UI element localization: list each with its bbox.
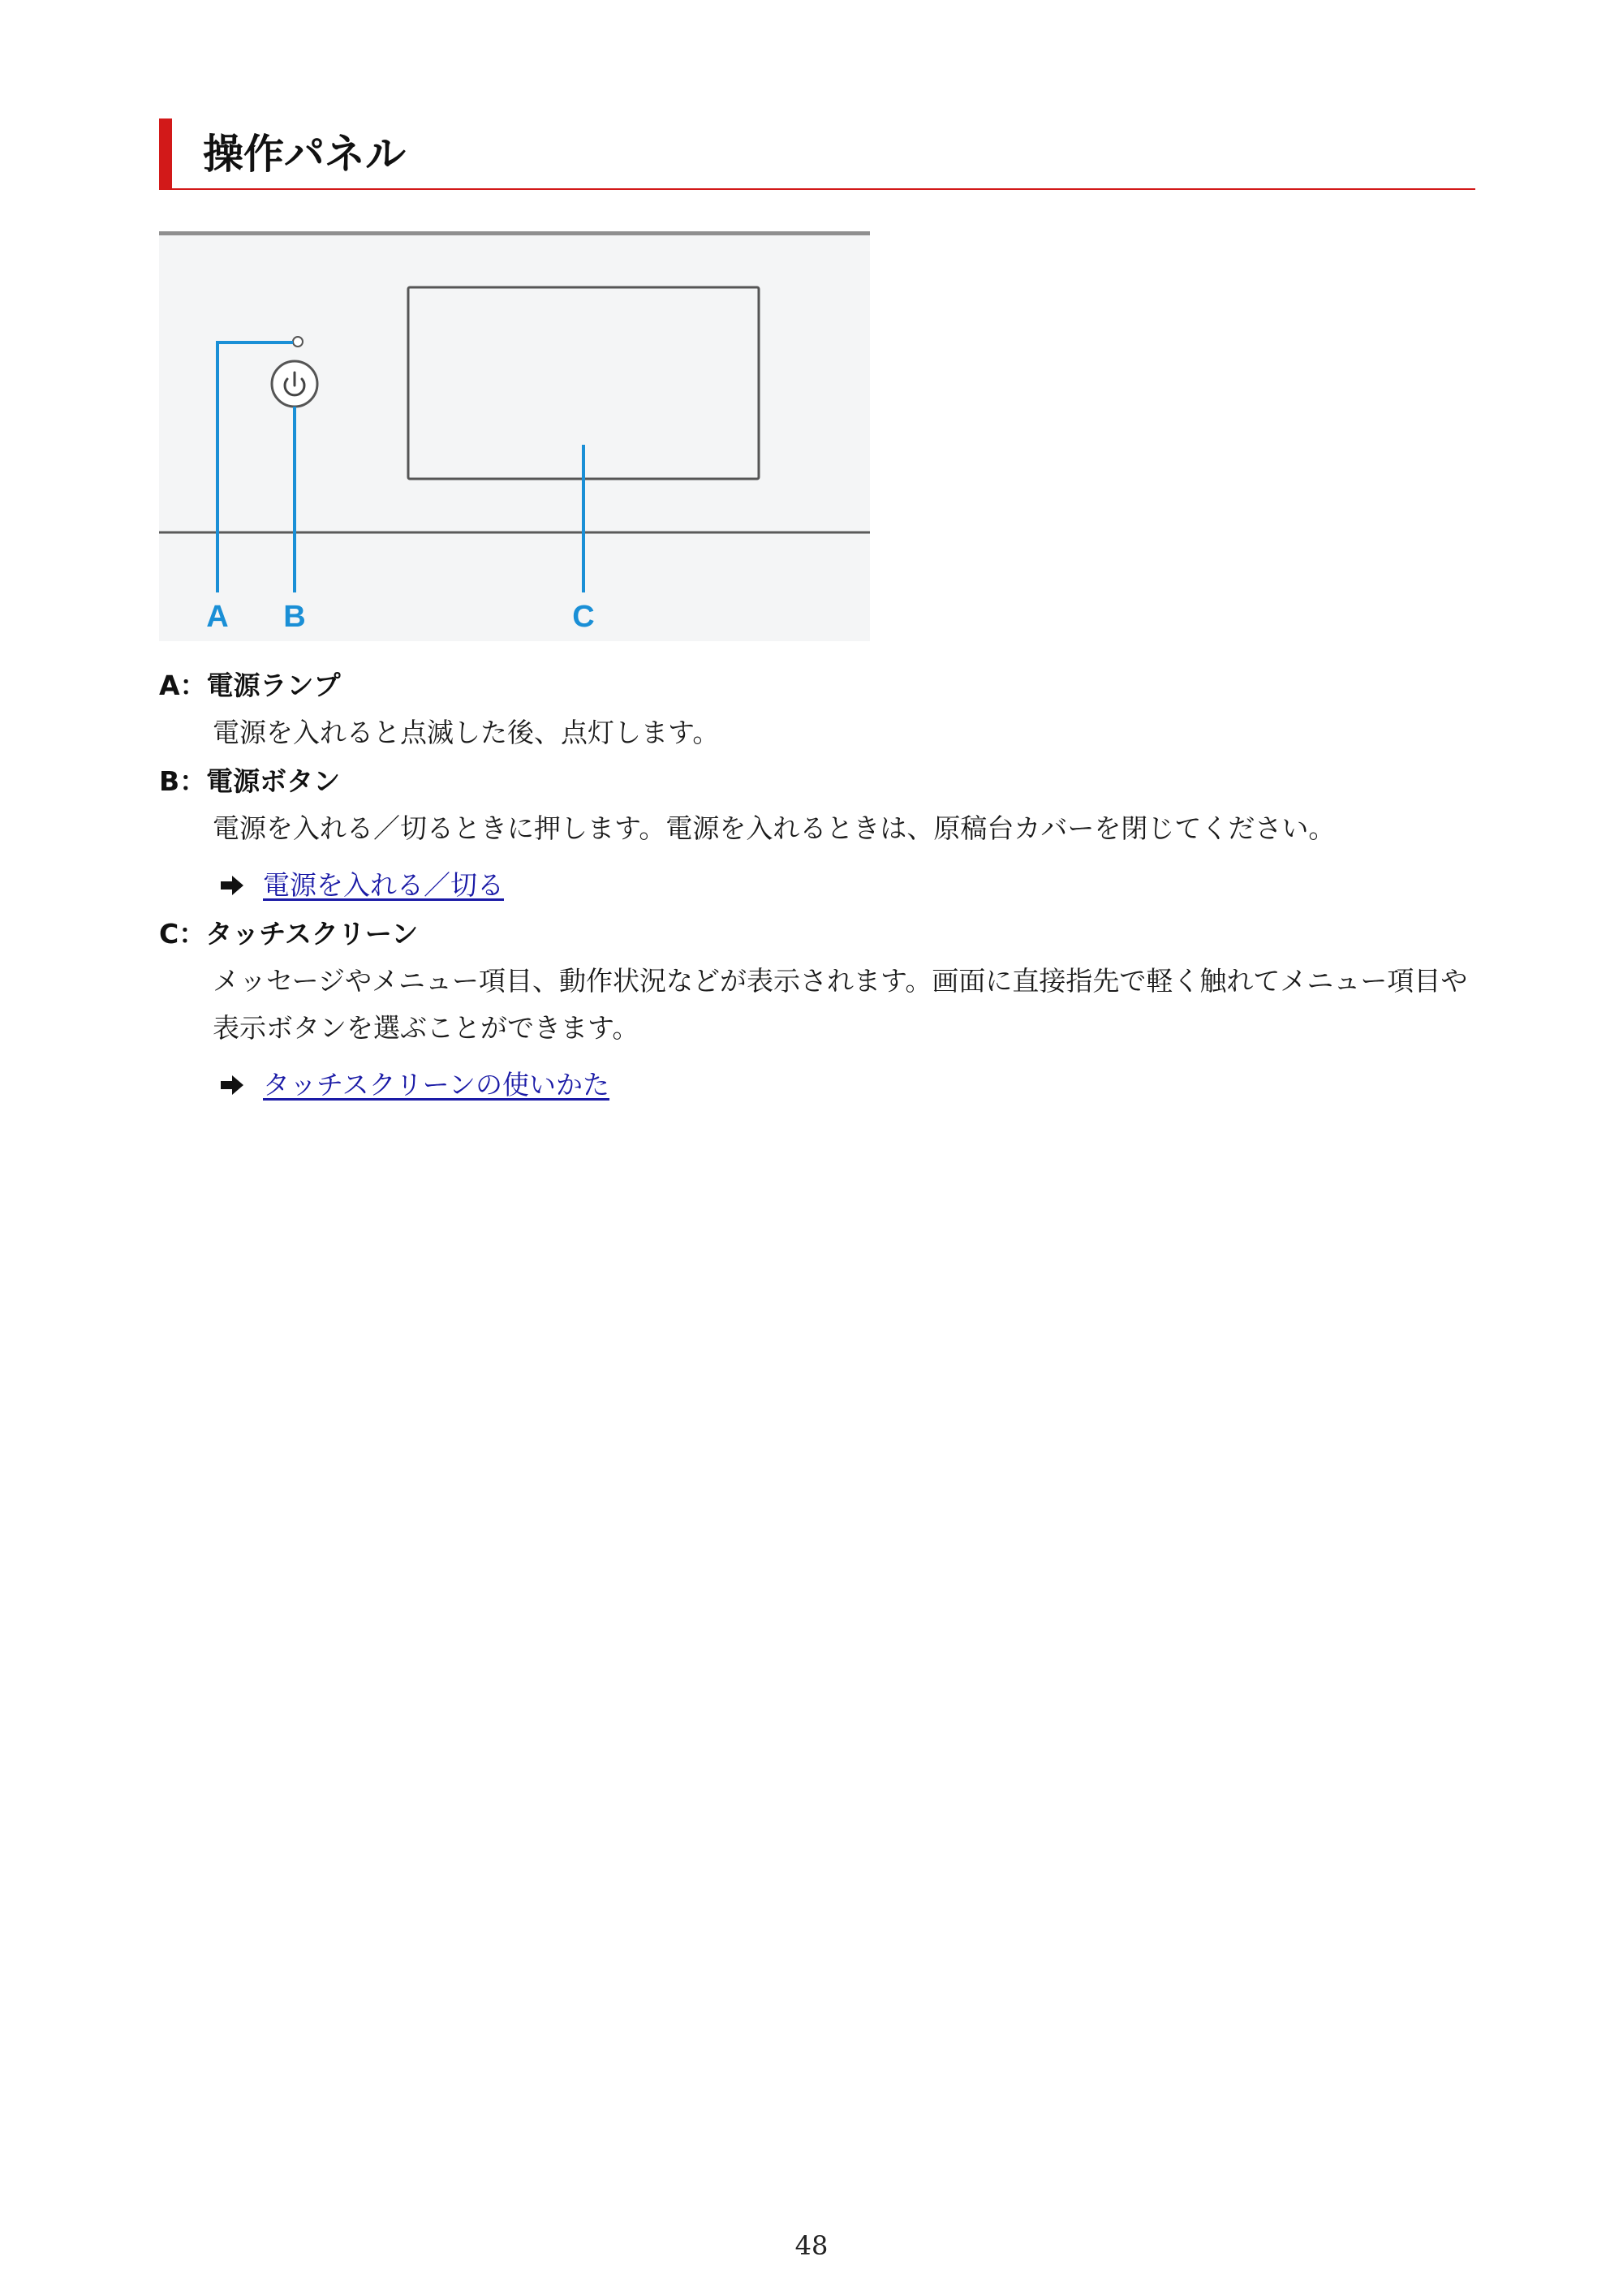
arrow-right-icon: [221, 876, 243, 895]
item-description: メッセージやメニュー項目、動作状況などが表示されます。画面に直接指先で軽く触れてメニュー項目や表示ボタンを選ぶことができます。: [213, 965, 1468, 1044]
item-power-button: [159, 761, 1490, 906]
item-description: 電源を入れると点滅した後、点灯します。: [213, 717, 720, 748]
callout-label-b: B: [283, 600, 306, 634]
panel-top-edge: [159, 231, 870, 235]
arrow-right-icon: [221, 1075, 243, 1095]
operation-panel-illustration: [159, 231, 870, 641]
item-touch-screen: [159, 914, 1490, 1105]
related-link-row: [221, 1065, 1490, 1105]
power-on-off-link[interactable]: 電源を入れる／切る: [263, 869, 504, 901]
item-term: B：電源ボタン: [159, 765, 341, 797]
item-power-lamp: [159, 666, 1490, 756]
title-accent-bar: [159, 118, 172, 190]
callout-label-a: A: [206, 600, 229, 634]
power-lamp-shape: [293, 337, 303, 347]
page-number: 48: [794, 2230, 829, 2261]
touch-screen-usage-link[interactable]: タッチスクリーンの使いかた: [263, 1069, 610, 1101]
page-title: 操作パネル: [203, 131, 406, 178]
related-link-row: [221, 865, 1490, 906]
callout-label-c: C: [572, 600, 595, 634]
item-description: 電源を入れる／切るときに押します。電源を入れるときは、原稿台カバーを閉じてください。: [213, 812, 1336, 844]
item-term: A：電源ランプ: [159, 670, 341, 701]
item-term: C：タッチスクリーン: [159, 918, 419, 950]
title-underline: [159, 188, 1475, 190]
